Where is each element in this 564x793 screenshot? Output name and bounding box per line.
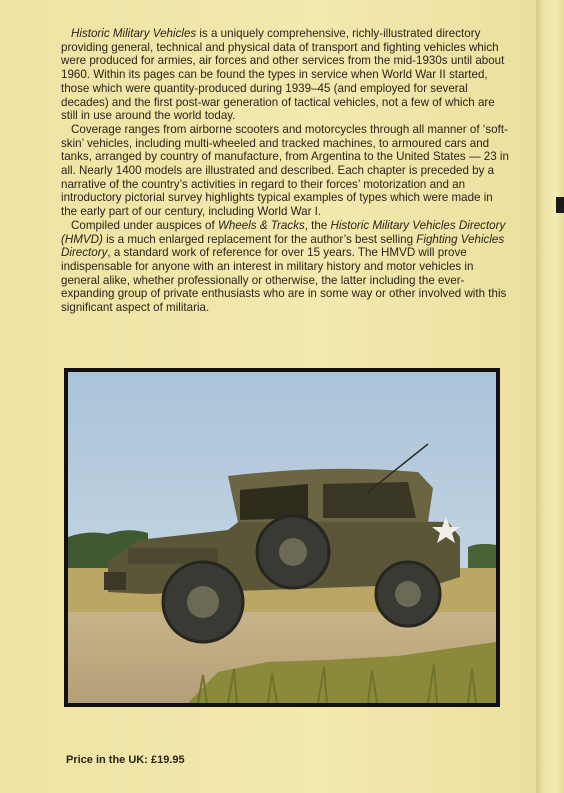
blurb-run: Fighting Vehicles Directory — [61, 232, 505, 260]
blurb-paragraph-2 — [61, 123, 509, 219]
vehicle-photo-frame — [64, 368, 500, 707]
blurb-run: Historic Military Vehicles — [71, 27, 197, 40]
blurb-paragraph-1 — [61, 27, 509, 123]
blurb-run: Historic Military Vehicles Directory (HMVD) — [61, 218, 506, 246]
blurb-run: Wheels & Tracks — [217, 218, 305, 232]
blurb-run: is a uniquely comprehensive, richly-illustrated directory providing general, technical and physical data of transport and fighting vehicles which were produced for armies, air forces and other services from the mid-1930s until about 1960. Within its pages can be found the types in service when World War II started, those which were quantity-produced during 1939–45 (and employed for several decades) and the first post-war generation of tactical vehicles, not a few of which are still in use around the world today. — [61, 27, 505, 123]
book-spine — [536, 0, 564, 793]
blurb-run: , a standard work of reference for over 15 years. The HMVD will prove indispensable for anyone with an interest in military history and motor vehicles in general alike, whether professionally or otherwise, the latter including the ever-expanding group of private enthusiasts who are in some way or other involved with this significant aspect of militaria. — [61, 246, 507, 315]
blurb-run: , the — [304, 218, 331, 232]
blurb-run: is a much enlarged replacement for the author’s best selling — [102, 232, 417, 246]
blurb-run: Compiled under auspices of — [71, 218, 218, 232]
spine-mark — [556, 197, 564, 213]
price-label: Price in the UK: £19.95 — [66, 754, 185, 766]
military-vehicle-photo — [68, 372, 496, 703]
blurb-run: Coverage ranges from airborne scooters and motorcycles through all manner of ‘soft-skin’ vehicles, including multi-wheeled and tracked machines, to armoured cars and tanks, arranged by country of manufacture, from Argentina to the United States — 23 in all. Nearly 1400 models are illustrated and described. Each chapter is preceded by a narrative of the country’s activities in regard to their forces’ motorization and an introductory pictorial survey highlights typical examples of types which were made in the early part of our century, including World War I. — [61, 122, 509, 219]
blurb-text — [61, 27, 509, 315]
blurb-paragraph-3 — [61, 219, 509, 315]
